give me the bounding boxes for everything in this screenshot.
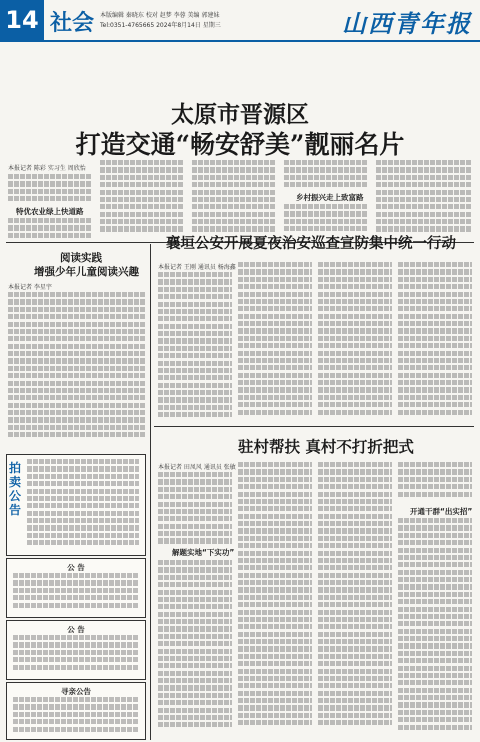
article2-col1	[158, 272, 232, 422]
article3-col2	[238, 462, 312, 736]
missing-person-notice-text	[13, 697, 139, 735]
page-number: 14	[0, 0, 44, 40]
missing-person-notice-title: 寻亲公告	[61, 687, 91, 696]
section-name: 社会	[50, 10, 95, 36]
article1-byline: 本报记者 陈彩 实习生 周欣怡	[8, 165, 86, 172]
auction-notice-label: 拍 卖 公 告	[8, 461, 21, 517]
article2-divider	[154, 426, 474, 427]
page-header	[0, 0, 480, 42]
article3-subhead2: 开通干群“出实招”	[410, 507, 473, 516]
article3-col3	[318, 462, 392, 736]
newspaper-logo: 山西青年报	[342, 9, 472, 38]
article1-col2	[100, 160, 184, 238]
article1-col3	[192, 160, 276, 238]
notice-title-2: 公 告	[67, 625, 85, 634]
auction-notice-text	[27, 459, 139, 549]
article1-col1-top	[8, 174, 92, 202]
left-article-byline: 本报记者 李星宇	[8, 284, 52, 291]
auction-notice-box	[6, 454, 146, 556]
article1-col4-top	[284, 160, 368, 188]
article1-col5	[376, 160, 472, 238]
article1-headline-line1: 太原市晋源区	[171, 101, 309, 128]
header-date-info: Tel:0351-4765665 2024年8月14日 星期三	[100, 22, 221, 29]
article2-headline: 襄垣公安开展夏夜治安巡查宣防集中统一行动	[166, 235, 456, 252]
left-article-title-line2: 增强少年儿童阅读兴趣	[34, 266, 139, 278]
left-column-divider	[150, 244, 151, 740]
notice-box-1	[6, 558, 146, 618]
article1-headline-line2: 打造交通“畅安舒美”靓丽名片	[75, 130, 405, 159]
notice-text-2	[13, 635, 139, 675]
article3-headline: 驻村帮扶 真村不打折把式	[238, 437, 414, 456]
article2-col3	[318, 262, 392, 422]
article1-subhead1: 特优农业绿上快道路	[16, 207, 84, 216]
article1-subhead2: 乡村振兴走上致富路	[296, 193, 364, 202]
article3-col4-bottom	[398, 518, 472, 736]
left-article-title-line1: 阅读实践	[60, 252, 102, 264]
header-editor-info: 本版编辑 秦晓东 校对 赵梦 李蓉 美编 郭建妹	[100, 12, 220, 19]
article3-subhead1: 解题实地“下实功”	[172, 548, 235, 557]
article3-col4-top	[398, 462, 472, 502]
article3-col1-bottom	[158, 560, 232, 736]
missing-person-notice-box	[6, 682, 146, 740]
article3-byline: 本报记者 田凤风 通讯员 张敏	[158, 464, 236, 471]
notice-title-1: 公 告	[67, 563, 85, 572]
article3-col1-top	[158, 472, 232, 544]
article2-col2	[238, 262, 312, 422]
article2-col4	[398, 262, 472, 422]
article2-byline: 本报记者 王刚 通讯员 杨海鑫	[158, 264, 236, 271]
left-article-body	[8, 292, 146, 448]
notice-box-2	[6, 620, 146, 680]
notice-text-1	[13, 573, 139, 613]
article1-col1-bottom	[8, 218, 92, 238]
